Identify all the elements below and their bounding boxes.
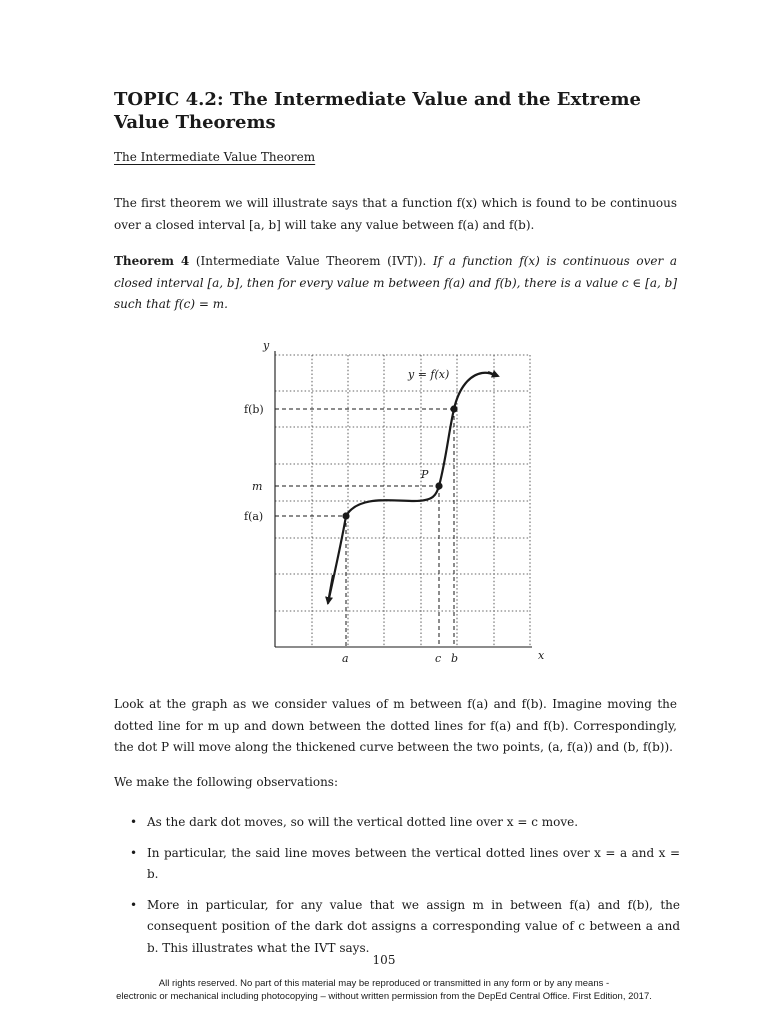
fb-label: f(b) [244, 403, 264, 416]
graph-discussion-paragraph: Look at the graph as we consider values of m between f(a) and f(b). Imagine moving the dotted line for m up and down between the dotted lines for f(a) and f(b). Correspondingly, the dot P will move along the thickened curve between the two points, (a, f(a)) and (b, f(b)). [114, 697, 677, 754]
curve-label: y = f(x) [408, 368, 450, 381]
page-number: 105 [372, 953, 396, 967]
list-item: • In particular, the said line moves between the vertical dotted lines over x = a and x = b. [130, 843, 680, 886]
fa-label: f(a) [244, 510, 264, 523]
observations-intro: We make the following observations: [114, 775, 339, 789]
b-label: b [451, 652, 459, 665]
function-curve [328, 373, 496, 603]
m-label: m [252, 480, 263, 493]
theorem-label: Theorem 4 [114, 254, 190, 268]
point-a [342, 512, 349, 519]
copyright-footer [60, 977, 708, 1003]
x-axis-label: x [538, 649, 545, 662]
theorem-block [114, 251, 677, 316]
theorem-body: If a function f(x) is continuous over a closed interval [a, b], then for every value m between f(a) and f(b), there is a value c ∈ [a, b] such that f(c) = m. [114, 254, 677, 311]
point-p [435, 482, 442, 489]
p-label: P [421, 468, 429, 481]
curve-arrow-down [328, 575, 333, 603]
observation-list [130, 812, 680, 968]
list-item: • As the dark dot moves, so will the vertical dotted line over x = c move. [130, 812, 680, 834]
y-axis-label: y [263, 339, 270, 352]
page-title: TOPIC 4.2: The Intermediate Value and the Extreme Value Theorems [114, 89, 641, 133]
c-label: c [435, 652, 442, 665]
footer-line-1: All rights reserved. No part of this material may be reproduced or transmitted in any form or by any means - [158, 978, 610, 989]
ivt-graph [230, 335, 560, 670]
intro-paragraph: The first theorem we will illustrate says that a function f(x) which is found to be continuous over a closed interval [a, b] will take any value between f(a) and f(b). [114, 196, 677, 232]
a-label: a [342, 652, 349, 665]
point-b [450, 405, 457, 412]
list-item: • More in particular, for any value that we assign m in between f(a) and f(b), the consequent position of the dark dot assigns a corresponding value of c between a and b. This illustrates what the IVT says. [130, 895, 680, 960]
theorem-name: (Intermediate Value Theorem (IVT)). [195, 254, 427, 268]
footer-line-2: electronic or mechanical including photocopying – without written permission from the DepEd Central Office. First Edition, 2017. [116, 991, 652, 1002]
subsection-heading: The Intermediate Value Theorem [114, 150, 316, 164]
